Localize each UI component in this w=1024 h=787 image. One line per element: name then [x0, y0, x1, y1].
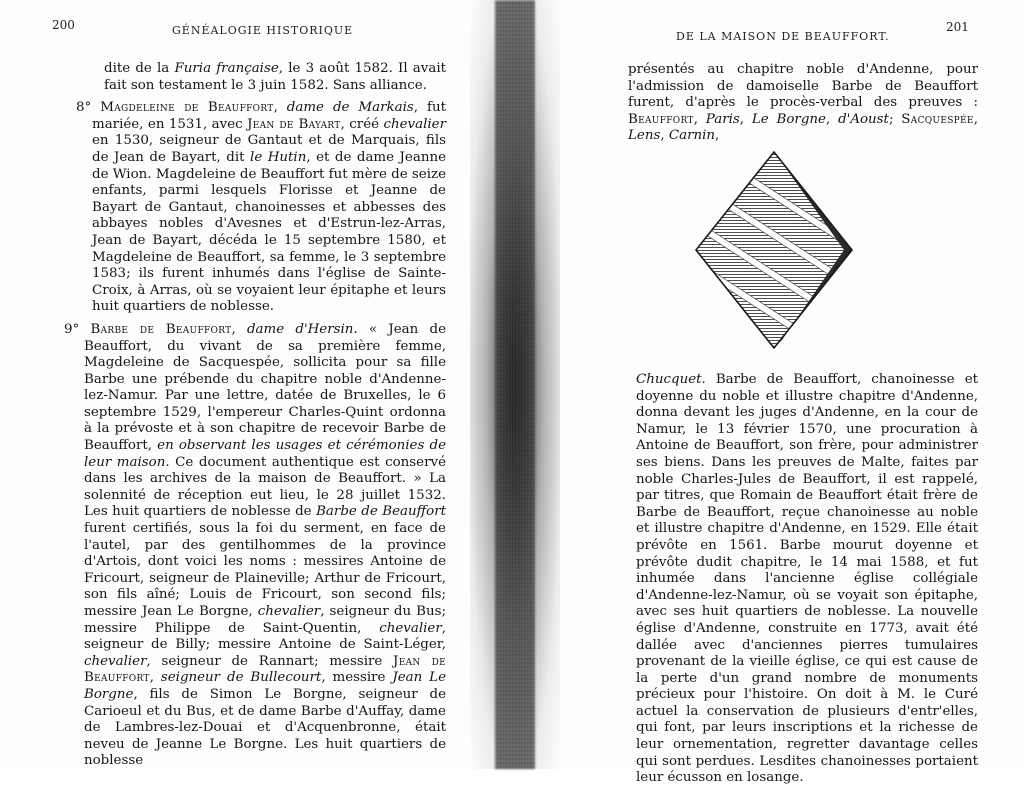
lozenge-field: [694, 150, 854, 350]
left-text-block: [64, 61, 446, 770]
page-number-right: 201: [946, 20, 969, 34]
running-header-left: GÉNÉALOGIE HISTORIQUE: [172, 24, 354, 37]
right-text-top: [628, 62, 978, 145]
right-text-bottom: [636, 372, 978, 787]
paragraph-top: présentés au chapitre noble d'Andenne, pour l'admission de damoiselle Barbe de Beauffort furent, d'après le procès-verbal des preuves : Beauffort, Paris, Le Borgne, d'Aoust; Sacquespée, Lens, Carnin,: [628, 62, 979, 144]
paragraph-continuation: dite de la Furia française, le 3 août 1582. Il avait fait son testament le 3 juin 1582. Sans alliance.: [104, 61, 446, 93]
left-page: [0, 0, 470, 769]
heraldic-lozenge-icon: [694, 150, 854, 350]
running-header-right: DE LA MAISON DE BEAUFFORT.: [676, 30, 890, 43]
right-page: [560, 0, 1024, 786]
lozenge-svg: [694, 150, 854, 350]
paragraph-8: 8° Magdeleine de Beauffort, dame de Markais, fut mariée, en 1531, avec Jean de Bayart, créé chevalier en 1530, seigneur de Gantaut et de Marquais, fils de Jean de Bayart, dit le Hutin, et de dame Jeanne de Wion. Magdeleine de Beauffort fut mère de seize enfants, parmi lesquels Florisse et Jeanne de Bayart de Gantaut, chanoinesses et abbesses des abbayes nobles d'Avesnes et d'Estrun-lez-Arras, Jean de Bayart, décéda le 15 septembre 1580, et Magdeleine de Beauffort, sa femme, le 3 septembre 1583; ils furent inhumés dans l'église de Sainte-Croix, à Arras, où se voyaient leur épitaphe et leurs huit quartiers de noblesse.: [76, 100, 446, 315]
book-gutter: [470, 0, 560, 769]
paragraph-bottom: Chucquet. Barbe de Beauffort, chanoinesse et doyenne du noble et illustre chapitre d'Andenne, donna devant les juges d'Andenne, en la cour de Namur, le 13 février 1570, une procuration à Antoine de Beauffort, son frère, pour administrer ses biens. Dans les preuves de Malte, faites par noble Charles-Jules de Beauffort, il est rappelé, par titres, que Romain de Beauffort était frère de Barbe de Beauffort, reçue chanoinesse au noble et illustre chapitre d'Andenne, en 1529. Elle était prévôte en 1561. Barbe mourut doyenne et prévôte dudit chapitre, le 14 mai 1588, et fut inhumée dans l'ancienne église collégiale d'Andenne-lez-Namur, où se voyait son épitaphe, avec ses huit quartiers de noblesse. La nouvelle église d'Andenne, construite en 1773, avait été dallée avec d'anciennes pierres tumulaires provenant de la vieille église, ce qui est cause de la perte d'un grand nombre de monuments précieux pour l'histoire. On doit à M. le Curé actuel la conservation de plusieurs d'entr'elles, qui font, par leurs inscriptions et la richesse de leur ornementation, regretter davantage celles qui sont perdues. Lesdites chanoinesses portaient leur écusson en losange.: [636, 372, 978, 786]
paragraph-9: 9° Barbe de Beauffort, dame d'Hersin. « Jean de Beauffort, du vivant de sa première femme, Magdeleine de Sacquespée, sollicita pour sa fille Barbe une prébende du chapitre noble d'Andenne-lez-Namur. Par une lettre, datée de Bruxelles, le 6 septembre 1529, l'empereur Charles-Quint ordonna à la prévoste et à son chapitre de recevoir Barbe de Beauffort, en observant les usages et cérémonies de leur maison. Ce document authentique est conservé dans les archives de la maison de Beauffort. » La solennité de réception eut lieu, le 28 juillet 1532. Les huit quartiers de noblesse de Barbe de Beauffort furent certifiés, sous la foi du serment, en face de l'autel, par des gentilhommes de la province d'Artois, dont voici les noms : messires Antoine de Fricourt, seigneur de Plaineville; Arthur de Fricourt, son fils aîné; Louis de Fricourt, son second fils; messire Jean Le Borgne, chevalier, seigneur du Bus; messire Philippe de Saint-Quentin, chevalier, seigneur de Billy; messire Antoine de Saint-Léger, chevalier, seigneur de Rannart; messire Jean de Beauffort, seigneur de Bullecourt, messire Jean Le Borgne, fils de Simon Le Borgne, seigneur de Carioeul et du Bus, et de dame Barbe d'Auffay, dame de Lambres-lez-Douai et d'Acquenbronne, était neveu de Jeanne Le Borgne. Les huit quartiers de noblesse: [64, 321, 447, 769]
page-number-left: 200: [52, 18, 75, 32]
